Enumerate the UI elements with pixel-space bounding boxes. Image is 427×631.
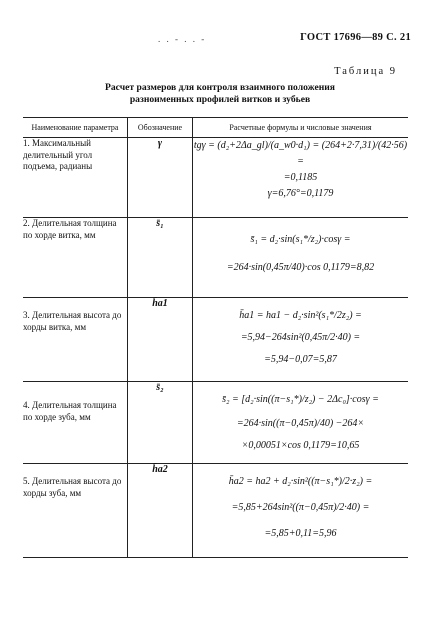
formula-line: =5,85+0,11=5,96	[264, 528, 337, 539]
header-dots: . . - . . -	[158, 34, 207, 44]
table-row	[23, 298, 408, 382]
table-row	[23, 138, 408, 218]
table-title	[40, 82, 400, 106]
parameter-formula	[193, 382, 409, 464]
table-row	[23, 218, 408, 298]
formula-line: s̄₁ = d₂·sin(s₁*/z₂)·cosγ =	[250, 234, 351, 245]
table-row	[23, 382, 408, 464]
table-label: Таблица 9	[334, 66, 397, 77]
formula-line: =5,85+264sin²((π−0,45π)/2·40) =	[231, 502, 370, 513]
formula-line: ×0,00051×cos 0,1179=10,65	[241, 440, 360, 451]
parameters-table	[23, 117, 408, 558]
formula-line: h̄a2 = ha2 + d₂·sin²((π−s₁*)/2·z₂) =	[228, 476, 373, 487]
parameter-name: 1. Максимальный делительный угол подъема, радианы	[23, 138, 128, 218]
parameter-symbol: h̄a1	[128, 298, 193, 382]
parameter-formula	[193, 218, 409, 298]
parameter-symbol: h̄a2	[128, 464, 193, 558]
parameter-name: 5. Делительная высота до хорды зуба, мм	[23, 464, 128, 558]
formula-line: γ=6,76°=0,1179	[267, 188, 334, 199]
title-line: Расчет размеров для контроля взаимного положения	[105, 82, 335, 93]
parameter-name: 3. Делительная высота до хорды витка, мм	[23, 298, 128, 382]
table-header-row	[23, 118, 408, 138]
parameter-formula	[193, 464, 409, 558]
column-header-symbol: Обозначение	[128, 118, 193, 138]
parameter-symbol: γ	[128, 138, 193, 218]
formula-line: =264·sin(0,45π/40)·cos 0,1179=8,82	[226, 262, 375, 273]
formula-line: =0,1185	[283, 172, 318, 183]
formula-line: tgγ = (d₂+2Δa_gl)/(a_w0·d₁) = (264+2·7,31)/(42·56) =	[193, 140, 408, 167]
title-line: разноименных профилей витков и зубьев	[129, 94, 311, 105]
formula-line: =264·sin((π−0,45π)/40) −264×	[236, 418, 365, 429]
formula-line: =5,94−0,07=5,87	[264, 354, 337, 365]
parameter-symbol: s̄₁	[128, 218, 193, 298]
column-header-name: Наименование параметра	[23, 118, 128, 138]
parameter-name: 4. Делительная толщина по хорде зуба, мм	[23, 382, 128, 464]
parameter-name: 2. Делительная толщина по хорде витка, мм	[23, 218, 128, 298]
table-row	[23, 464, 408, 558]
formula-line: =5,94−264sin²(0,45π/2·40) =	[240, 332, 361, 343]
formula-line: s̄₂ = [d₂·sin((π−s₁*)/z₂) − 2Δc₀]·cosγ =	[222, 394, 379, 405]
column-header-formula: Расчетные формулы и числовые значения	[193, 118, 409, 138]
standard-reference: ГОСТ 17696—89 С. 21	[300, 32, 411, 43]
parameter-symbol: s̄₂	[128, 382, 193, 464]
parameter-formula	[193, 138, 409, 218]
formula-line: h̄a1 = ha1 − d₂·sin²(s₁*/2z₂) =	[239, 310, 362, 321]
parameter-formula	[193, 298, 409, 382]
